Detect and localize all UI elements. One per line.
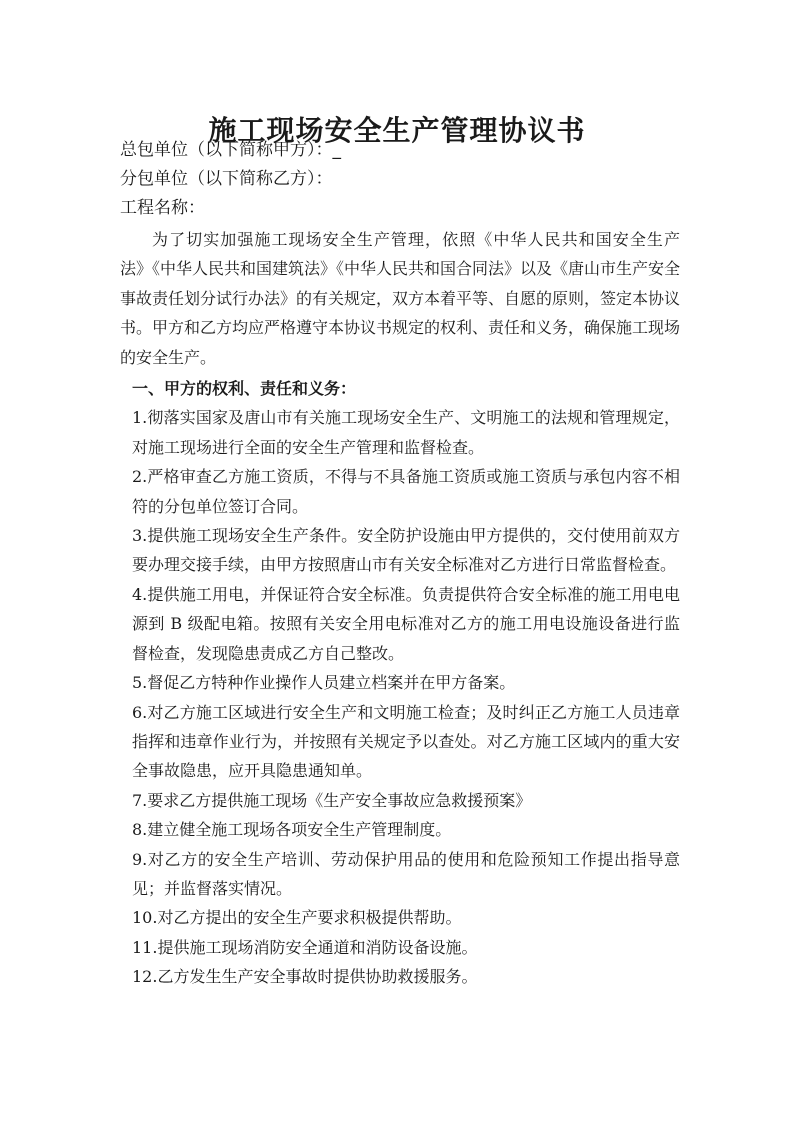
- item-number: 6.: [132, 702, 148, 722]
- item-text: 对乙方施工区域进行安全生产和文明施工检查；及时纠正乙方施工人员违章指挥和违章作业行为，并按照有关规定予以查处。对乙方施工区域内的重大安全事故隐患，应开具隐患通知单。: [132, 702, 680, 781]
- item-text: 对乙方的安全生产培训、劳动保护用品的使用和危险预知工作提出指导意见；并监督落实情况。: [132, 849, 680, 898]
- item-text: 要求乙方提供施工现场《生产安全事故应急救援预案》: [147, 790, 532, 810]
- list-item: [132, 580, 680, 668]
- item-number: 2.: [132, 467, 148, 487]
- list-item: [132, 786, 680, 815]
- item-number: 4.: [132, 584, 148, 604]
- obligation-list: [120, 403, 680, 991]
- item-text: 彻落实国家及唐山市有关施工现场安全生产、文明施工的法规和管理规定，对施工现场进行全面的安全生产管理和监督检查。: [132, 408, 680, 457]
- item-number: 12.: [132, 967, 158, 987]
- item-text: 提供施工现场消防安全通道和消防设备设施。: [157, 937, 478, 957]
- intro-paragraph: 为了切实加强施工现场安全生产管理，依照《中华人民共和国安全生产法》《中华人民共和国建筑法》《中华人民共和国合同法》以及《唐山市生产安全事故责任划分试行办法》的有关规定，双方本着平等、自愿的原则，签定本协议书。甲方和乙方均应严格遵守本协议书规定的权利、责任和义务，确保施工现场的安全生产。: [120, 230, 681, 367]
- party-b-line: 分包单位（以下简称乙方）：: [120, 169, 333, 189]
- section-heading-party-a: 一、甲方的权利、责任和义务：: [132, 379, 357, 399]
- list-item: [132, 815, 680, 844]
- list-item: [132, 462, 680, 521]
- item-text: 督促乙方特种作业操作人员建立档案并在甲方备案。: [147, 673, 516, 693]
- party-a-line: 总包单位（以下简称甲方）：_: [120, 140, 341, 160]
- list-item: [132, 962, 680, 991]
- item-number: 7.: [132, 790, 148, 810]
- item-text: 严格审查乙方施工资质，不得与不具备施工资质或施工资质与承包内容不相符的分包单位签订合同。: [132, 467, 680, 516]
- item-text: 提供施工用电，并保证符合安全标准。负责提供符合安全标准的施工用电电源到 B 级配电箱。按照有关安全用电标准对乙方的施工用电设施设备进行监督检查，发现隐患责成乙方自己整改。: [132, 584, 680, 663]
- item-number: 8.: [132, 820, 148, 840]
- item-number: 5.: [132, 673, 148, 693]
- list-item: [132, 903, 680, 932]
- list-item: [132, 521, 680, 580]
- document-body: [120, 136, 680, 992]
- item-number: 11.: [132, 937, 158, 957]
- list-item: [132, 403, 680, 462]
- item-number: 10.: [132, 908, 158, 928]
- item-text: 提供施工现场安全生产条件。安全防护设施由甲方提供的，交付使用前双方要办理交接手续，由甲方按照唐山市有关安全标准对乙方进行日常监督检查。: [132, 526, 680, 575]
- project-name-line: 工程名称：: [120, 198, 205, 218]
- item-number: 3.: [132, 526, 148, 546]
- list-item: [132, 698, 680, 786]
- item-number: 9.: [132, 849, 148, 869]
- list-item: [132, 668, 680, 697]
- list-item: [132, 845, 680, 904]
- item-text: 建立健全施工现场各项安全生产管理制度。: [147, 820, 452, 840]
- item-text: 对乙方提出的安全生产要求积极提供帮助。: [157, 908, 462, 928]
- list-item: [132, 933, 680, 962]
- item-text: 乙方发生生产安全事故时提供协助救援服务。: [157, 967, 478, 987]
- item-number: 1.: [132, 408, 148, 428]
- document-title: 施工现场安全生产管理协议书: [208, 113, 586, 147]
